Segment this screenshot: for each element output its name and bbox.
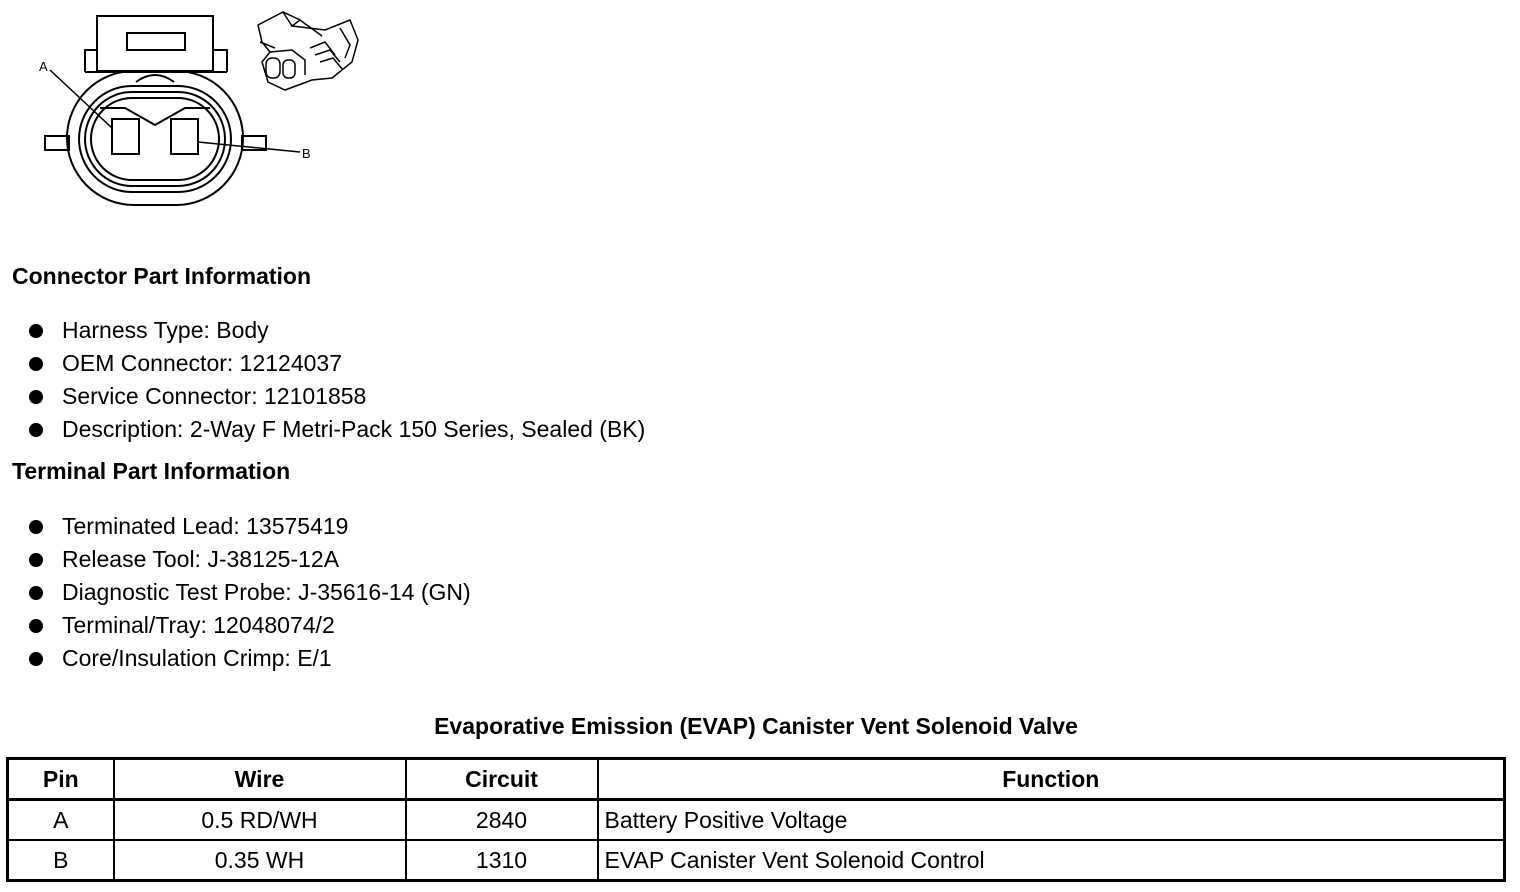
table-header-row bbox=[8, 759, 1505, 800]
header-circuit: Circuit bbox=[406, 759, 598, 800]
cavity-b bbox=[171, 119, 198, 154]
connector-latch bbox=[85, 16, 227, 82]
connector-info-list bbox=[0, 314, 645, 446]
list-item: Service Connector: 12101858 bbox=[0, 380, 645, 413]
list-item: Diagnostic Test Probe: J-35616-14 (GN) bbox=[0, 576, 471, 609]
connector-body bbox=[67, 71, 243, 205]
cell-wire: 0.35 WH bbox=[114, 840, 406, 881]
cell-wire: 0.5 RD/WH bbox=[114, 800, 406, 841]
header-wire: Wire bbox=[114, 759, 406, 800]
bullet-icon bbox=[29, 423, 43, 437]
table-title: Evaporative Emission (EVAP) Canister Vent Solenoid Valve bbox=[434, 713, 1078, 739]
header-pin: Pin bbox=[8, 759, 114, 800]
left-tab bbox=[45, 136, 69, 150]
bullet-icon bbox=[29, 357, 43, 371]
connector-heading: Connector Part Information bbox=[12, 263, 312, 289]
cell-function: EVAP Canister Vent Solenoid Control bbox=[598, 840, 1505, 881]
list-item: Description: 2-Way F Metri-Pack 150 Series, Sealed (BK) bbox=[0, 413, 645, 446]
cell-circuit: 2840 bbox=[406, 800, 598, 841]
cell-circuit: 1310 bbox=[406, 840, 598, 881]
cell-function: Battery Positive Voltage bbox=[598, 800, 1505, 841]
bullet-icon bbox=[29, 324, 43, 338]
table-row bbox=[8, 800, 1505, 841]
table-row bbox=[8, 840, 1505, 881]
terminal-heading: Terminal Part Information bbox=[12, 458, 291, 484]
list-item: Harness Type: Body bbox=[0, 314, 645, 347]
bullet-icon bbox=[29, 619, 43, 633]
cavity-a bbox=[112, 119, 139, 154]
list-item: Core/Insulation Crimp: E/1 bbox=[0, 642, 471, 675]
pinout-table bbox=[6, 757, 1506, 882]
list-item: Terminal/Tray: 12048074/2 bbox=[0, 609, 471, 642]
connector-isometric-sketch bbox=[258, 12, 358, 90]
pin-label-a: A bbox=[39, 59, 48, 74]
bullet-icon bbox=[29, 586, 43, 600]
list-item: OEM Connector: 12124037 bbox=[0, 347, 645, 380]
bullet-icon bbox=[29, 553, 43, 567]
terminal-info-list bbox=[0, 510, 471, 675]
connector-face-diagram bbox=[0, 0, 380, 230]
cell-pin: B bbox=[8, 840, 114, 881]
bullet-icon bbox=[29, 520, 43, 534]
list-item: Release Tool: J-38125-12A bbox=[0, 543, 471, 576]
header-function: Function bbox=[598, 759, 1505, 800]
bullet-icon bbox=[29, 390, 43, 404]
cell-pin: A bbox=[8, 800, 114, 841]
pin-label-b: B bbox=[302, 146, 311, 161]
bullet-icon bbox=[29, 652, 43, 666]
list-item: Terminated Lead: 13575419 bbox=[0, 510, 471, 543]
